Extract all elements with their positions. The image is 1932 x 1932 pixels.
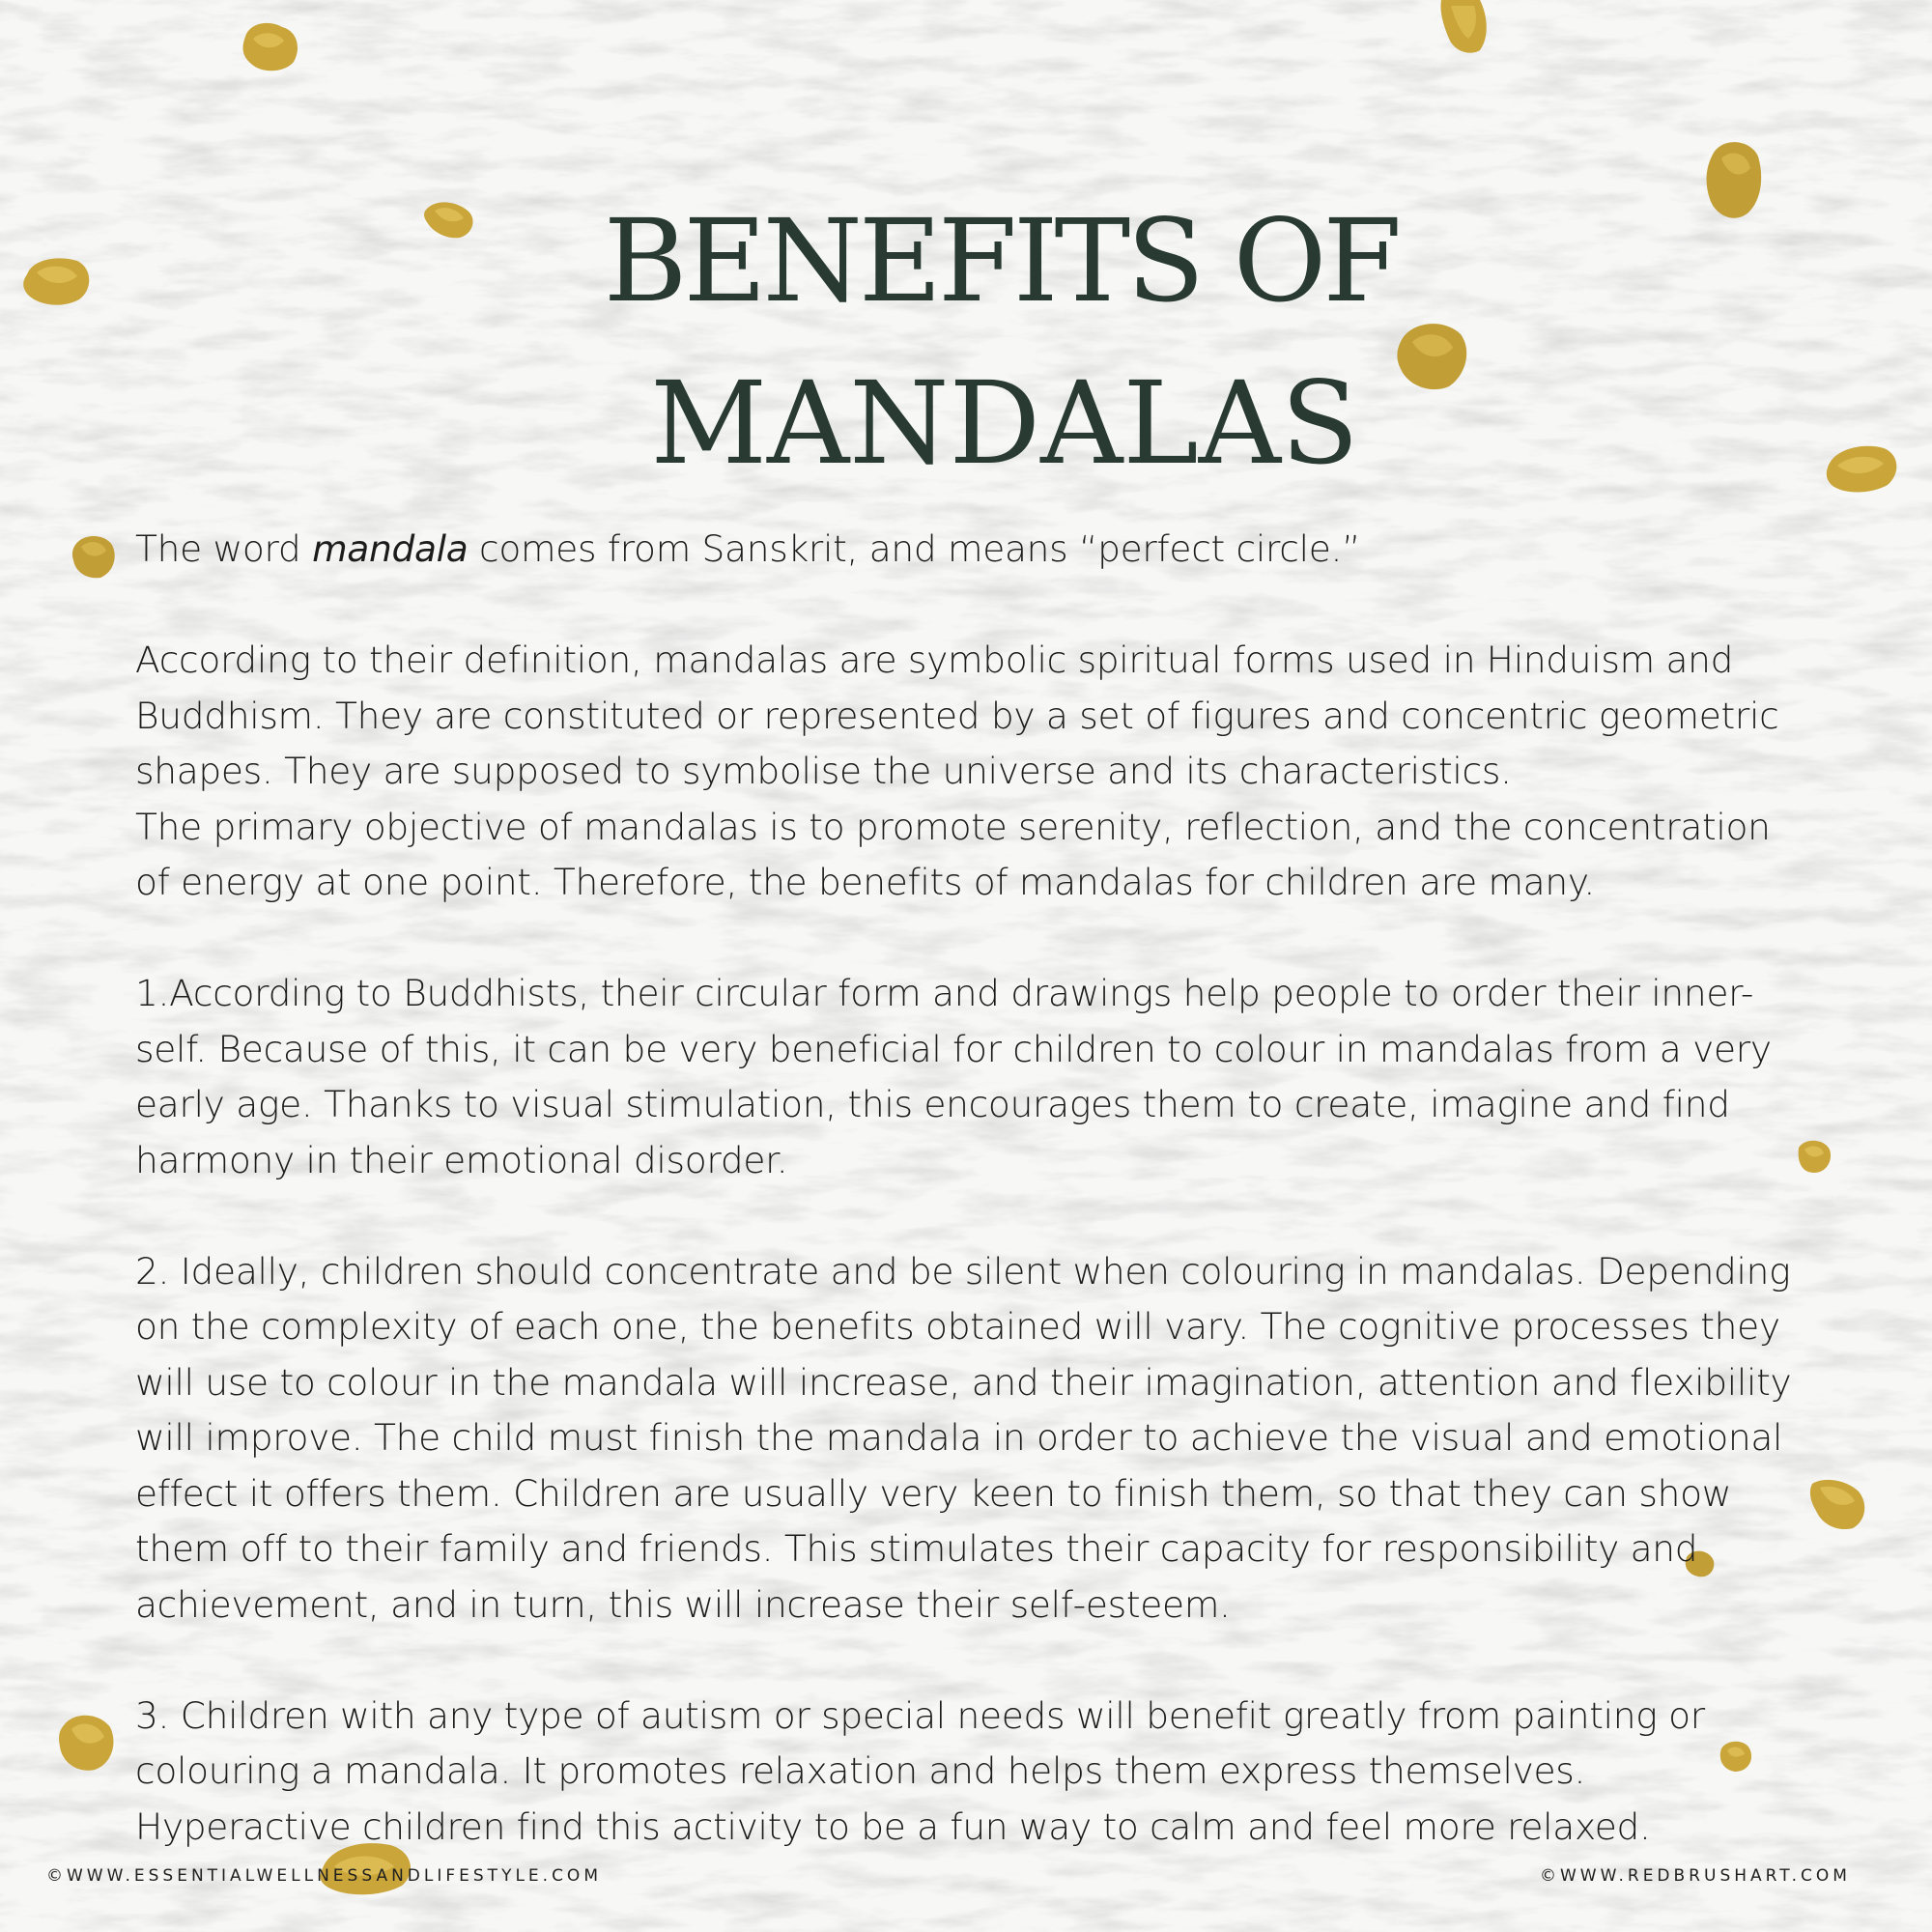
benefit-2-line: will improve. The child must finish the mandala in order to achieve the visual and emotional [135, 1416, 1783, 1459]
footer-credit-right: ©WWW.REDBRUSHART.COM [1540, 1866, 1851, 1886]
intro-text-after: comes from Sanskrit, and means “perfect circle.” [468, 527, 1361, 570]
intro-paragraph [135, 522, 1816, 578]
benefit-2-line: on the complexity of each one, the benefits obtained will vary. The cognitive processes they [135, 1305, 1780, 1348]
article-body [135, 522, 1816, 1855]
benefit-3-line: colouring a mandala. It promotes relaxation and helps them express themselves. [135, 1749, 1586, 1792]
page-title-line-1: BENEFITS OF [603, 194, 1399, 327]
benefit-1-line: self. Because of this, it can be very beneficial for children to colour in mandalas from a very [135, 1027, 1772, 1070]
gold-fleck-decoration [240, 19, 303, 75]
gold-fleck-decoration [56, 1710, 116, 1774]
definition-line: Buddhism. They are constituted or represented by a set of figures and concentric geometric [135, 694, 1779, 737]
paragraph-spacer [135, 578, 1816, 634]
paragraph-spacer [135, 1633, 1816, 1689]
benefit-1-line: harmony in their emotional disorder. [135, 1138, 788, 1181]
benefit-2-line: achievement, and in turn, this will increase their self-esteem. [135, 1582, 1231, 1626]
gold-fleck-decoration [1437, 0, 1492, 56]
definition-line: According to their definition, mandalas are symbolic spiritual forms used in Hinduism and [135, 639, 1734, 681]
definition-line: The primary objective of mandalas is to promote serenity, reflection, and the concentration [135, 805, 1771, 848]
paragraph-spacer [135, 1188, 1816, 1244]
intro-text-before: The word [135, 527, 313, 570]
benefit-2-line: effect it offers them. Children are usually very keen to finish them, so that they can show [135, 1471, 1732, 1515]
gold-fleck-decoration [70, 531, 118, 580]
page-title-line-2: MANDALAS [650, 356, 1359, 490]
intro-emphasis: mandala [312, 527, 469, 570]
benefit-1-line: early age. Thanks to visual stimulation, this encourages them to create, imagine and find [135, 1083, 1730, 1125]
definition-line: shapes. They are supposed to symbolise the universe and its characteristics. [135, 750, 1512, 792]
paragraph-spacer [135, 911, 1816, 967]
benefit-2-line: will use to colour in the mandala will increase, and their imagination, attention and flexibility [135, 1360, 1792, 1404]
gold-fleck-decoration [1808, 1476, 1868, 1532]
footer-credit-left: ©WWW.ESSENTIALWELLNESSANDLIFESTYLE.COM [46, 1866, 602, 1886]
benefit-3-line: 3. Children with any type of autism or special needs will benefit greatly from painting or [135, 1693, 1705, 1737]
definition-line: of energy at one point. Therefore, the benefits of mandalas for children are many. [135, 861, 1595, 903]
benefit-3-line: Hyperactive children find this activity to be a fun way to calm and feel more relaxed. [135, 1804, 1651, 1848]
benefit-2-line: 2. Ideally, children should concentrate and be silent when colouring in mandalas. Depending [135, 1249, 1791, 1293]
benefit-1-line: 1.According to Buddhists, their circular form and drawings help people to order their inner- [135, 972, 1754, 1014]
benefit-2-line: them off to their family and friends. This stimulates their capacity for responsibility and [135, 1527, 1698, 1570]
